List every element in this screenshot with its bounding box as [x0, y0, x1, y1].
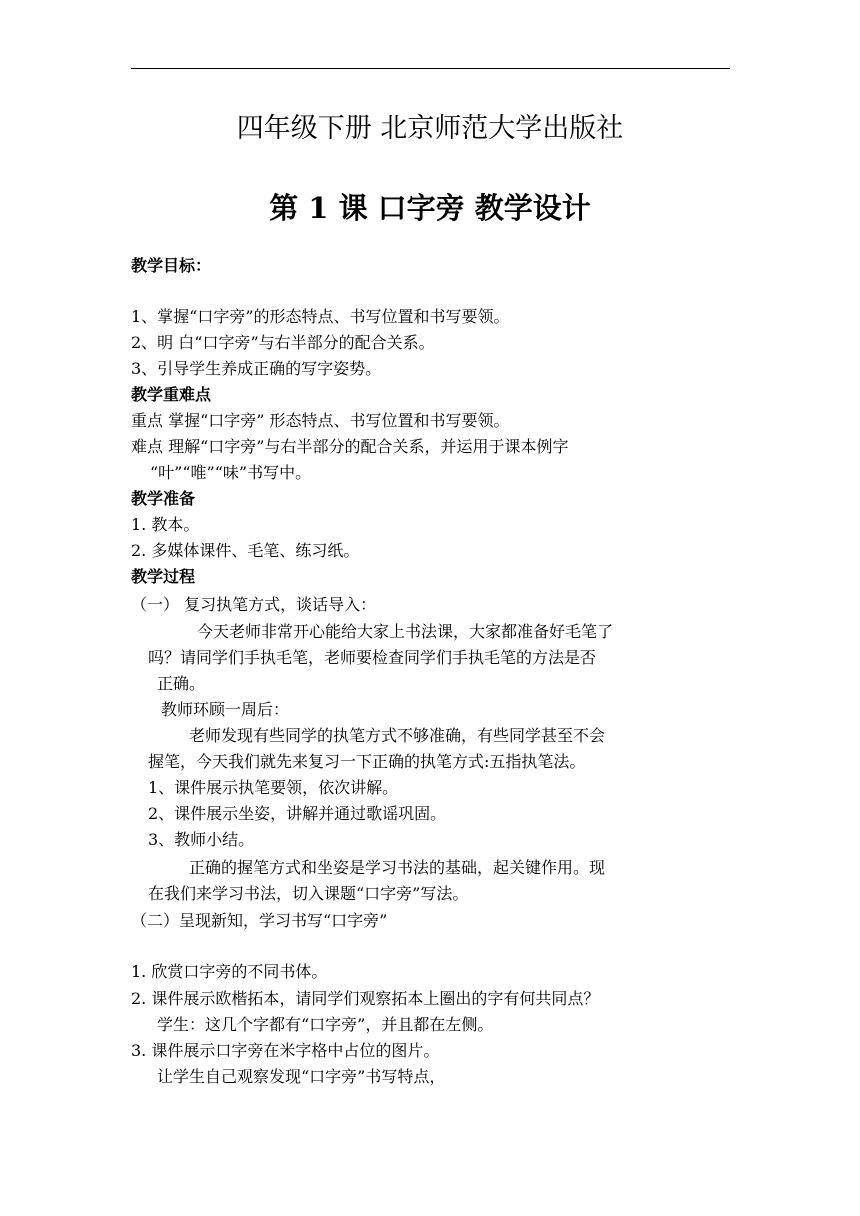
section1-paragraph-cont: 正确。: [157, 674, 206, 693]
prep-item: 2. 多媒体课件、毛笔、练习纸。: [131, 541, 360, 560]
document-title: 第 1 课 口字旁 教学设计: [269, 191, 591, 225]
key-heading: 教学重难点: [131, 385, 212, 404]
goal-item: 2、明 白“口字旁”与右半部分的配合关系。: [131, 333, 435, 352]
section2-item: 2. 课件展示欧楷拓本，请同学们观察拓本上圈出的字有何共同点？: [131, 989, 600, 1008]
section1-paragraph-cont: 握笔，今天我们就先来复习一下正确的执笔方式:五指执笔法。: [148, 752, 586, 771]
goal-item: 1、掌握“口字旁”的形态特点、书写位置和书写要领。: [131, 307, 510, 326]
section1-step: 3、教师小结。: [148, 830, 255, 849]
teacher-note: 教师环顾一周后：: [161, 700, 290, 719]
difficult-point-cont: “叶”“唯”“味”书写中。: [150, 463, 312, 482]
section1-heading: （一） 复习执笔方式，谈话导入：: [131, 595, 377, 614]
section1-step: 2、课件展示坐姿，讲解并通过歌谣巩固。: [148, 804, 447, 823]
goals-heading: 教学目标：: [131, 256, 212, 275]
process-heading: 教学过程: [131, 567, 196, 586]
prep-item: 1. 教本。: [131, 515, 200, 534]
section2-item: 3. 课件展示口字旁在米字格中占位的图片。: [131, 1041, 440, 1060]
section1-paragraph: 正确的握笔方式和坐姿是学习书法的基础，起关键作用。现: [189, 858, 606, 877]
section2-heading: （二）呈现新知，学习书写“口字旁”: [131, 911, 388, 930]
section1-paragraph-cont: 吗？请同学们手执毛笔，老师要检查同学们手执毛笔的方法是否: [148, 648, 597, 667]
section1-paragraph: 今天老师非常开心能给大家上书法课，大家都准备好毛笔了: [197, 622, 614, 641]
section2-item-cont: 学生：这几个字都有“口字旁”，并且都在左侧。: [157, 1015, 494, 1034]
section1-paragraph-cont: 在我们来学习书法，切入课题“口字旁”写法。: [148, 884, 469, 903]
section2-item: 1. 欣赏口字旁的不同书体。: [131, 962, 328, 981]
document-subtitle: 四年级下册 北京师范大学出版社: [236, 113, 624, 144]
goal-item: 3、引导学生养成正确的写字姿势。: [131, 359, 382, 378]
section1-paragraph: 老师发现有些同学的执笔方式不够准确，有些同学甚至不会: [189, 726, 606, 745]
key-point: 重点 掌握“口字旁” 形态特点、书写位置和书写要领。: [131, 411, 510, 430]
prep-heading: 教学准备: [131, 489, 196, 508]
difficult-point: 难点 理解“口字旁”与右半部分的配合关系，并运用于课本例字: [131, 437, 569, 456]
section1-step: 1、课件展示执笔要领，依次讲解。: [148, 778, 399, 797]
header-rule: [131, 68, 730, 69]
section2-item-cont: 让学生自己观察发现“口字旁”书写特点，: [157, 1067, 446, 1086]
